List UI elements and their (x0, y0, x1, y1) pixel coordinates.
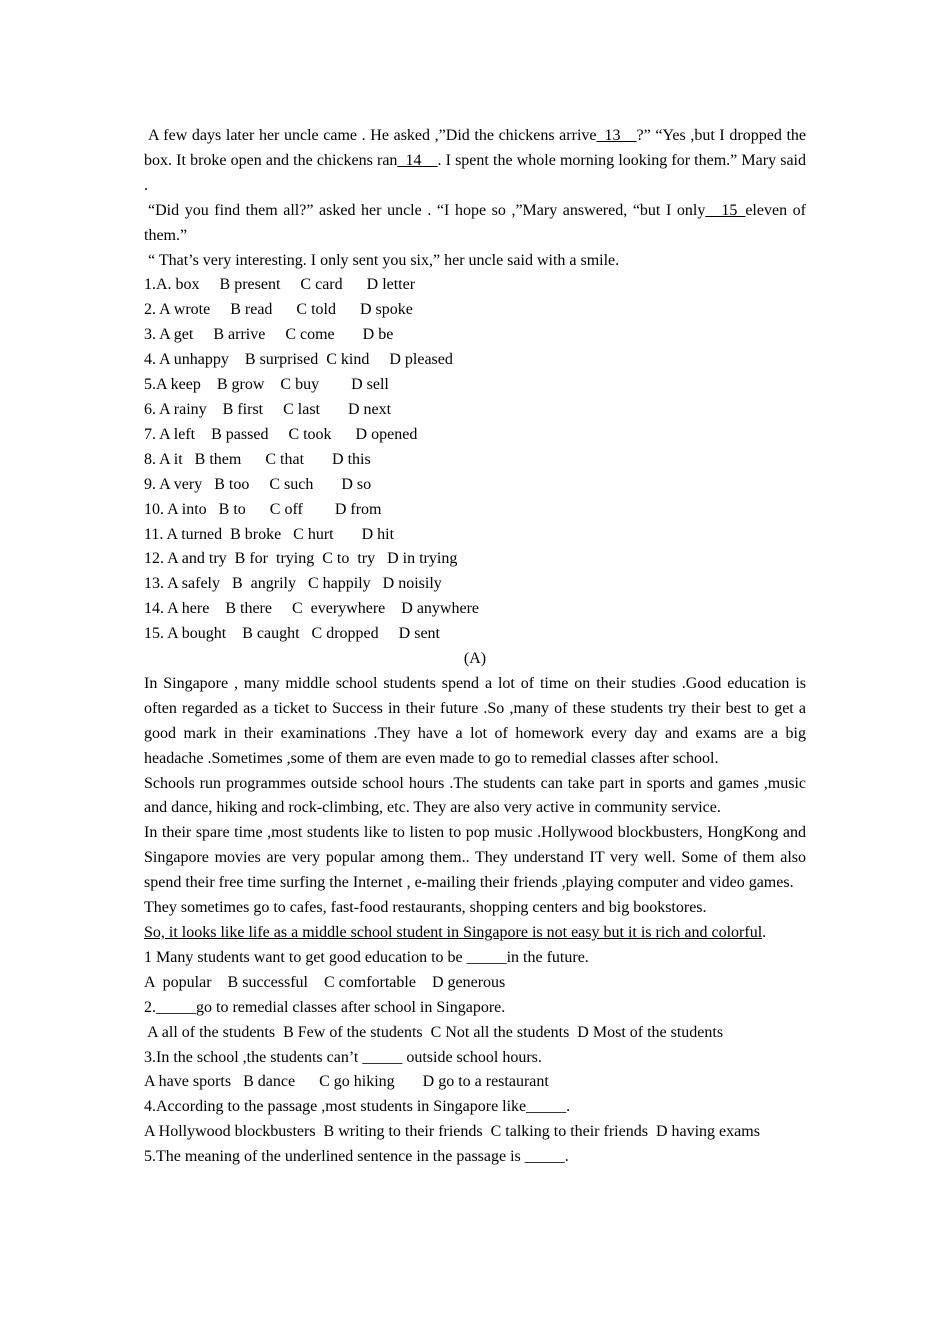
question-line: A all of the students B Few of the students C Not all the students D Most of the students (144, 1023, 724, 1041)
cloze-blank-15: __15_ (705, 201, 746, 219)
passage-paragraph: Schools run programmes outside school hours .The students can take part in sports and games ,music and dance, hiking and rock-climbing, etc. They are also very active in community service. (144, 774, 806, 817)
option-line: 12. A and try B for trying C to try D in trying (144, 550, 458, 568)
story-text: eleven of them.” (144, 201, 806, 244)
question-line: A Hollywood blockbusters B writing to their friends C talking to their friends D having exams (144, 1123, 760, 1141)
option-line: 13. A safely B angrily C happily D noisily (144, 575, 442, 593)
cloze-blank-13: _13__ (596, 127, 637, 144)
option-line: 3. A get B arrive C come D be (144, 326, 394, 344)
passage-paragraph: They sometimes go to cafes, fast-food restaurants, shopping centers and big bookstores. (144, 899, 707, 917)
question-line: 1 Many students want to get good education to be _____in the future. (144, 948, 589, 966)
passage-paragraph: In Singapore , many middle school students spend a lot of time on their studies .Good education is often regarded as a ticket to Success in their future .So ,many of these students try their best to get a good mark in their examinations .They have a lot of homework every day and exams are a big headache .Sometimes ,some of them are even made to go to remedial classes after school. (144, 674, 806, 767)
question-line: A have sports B dance C go hiking D go to a restaurant (144, 1073, 549, 1091)
question-line: 5.The meaning of the underlined sentence in the passage is _____. (144, 1148, 569, 1166)
option-line: 1.A. box B present C card D letter (144, 276, 416, 294)
document-page (144, 124, 806, 1170)
story-text: ?” “Yes ,but I dropped the box. It broke open and the chickens ran (144, 127, 807, 169)
sentence-period: . (762, 924, 767, 941)
option-line: 10. A into B to C off D from (144, 500, 382, 518)
option-line: 11. A turned B broke C hurt D hit (144, 525, 395, 543)
story-text: . I spent the whole morning looking for them.” Mary said . (144, 151, 807, 194)
option-line: 7. A left B passed C took D opened (144, 425, 418, 443)
option-line: 8. A it B them C that D this (144, 450, 371, 468)
question-line: 2._____go to remedial classes after school in Singapore. (144, 998, 506, 1016)
option-line: 4. A unhappy B surprised C kind D pleased (144, 351, 453, 369)
cloze-blank-14: _14__ (397, 151, 438, 169)
story-paragraph-3: “ That’s very interesting. I only sent you six,” her uncle said with a smile. (148, 251, 620, 269)
question-list (144, 946, 806, 1170)
underlined-sentence-line (144, 921, 806, 946)
option-line: 14. A here B there C everywhere D anywhere (144, 600, 479, 618)
story-paragraph-1 (144, 124, 806, 199)
reading-passage (144, 672, 806, 946)
section-heading: (A) (463, 650, 487, 668)
question-line: 3.In the school ,the students can’t _____ outside school hours. (144, 1048, 542, 1066)
cloze-options-list (144, 273, 806, 647)
option-line: 9. A very B too C such D so (144, 475, 372, 493)
option-line: 15. A bought B caught C dropped D sent (144, 625, 440, 643)
passage-paragraph: In their spare time ,most students like to listen to pop music .Hollywood blockbusters, HongKong and Singapore movies are very popular among them.. They understand IT very well. Some of them also spend their free time surfing the Internet , e-mailing their friends ,playing computer and video games. (144, 824, 806, 892)
story-text: A few days later her uncle came . He asked ,”Did the chickens arrive (148, 127, 597, 144)
story-text: “Did you find them all?” asked her uncle . “I hope so ,”Mary answered, “but I only (148, 201, 706, 219)
option-line: 2. A wrote B read C told D spoke (144, 301, 413, 319)
question-line: A popular B successful C comfortable D generous (144, 973, 506, 991)
option-line: 5.A keep B grow C buy D sell (144, 376, 389, 394)
question-line: 4.According to the passage ,most students in Singapore like_____. (144, 1098, 571, 1116)
underlined-sentence: So, it looks like life as a middle school student in Singapore is not easy but it is rich and colorful (144, 924, 763, 941)
option-line: 6. A rainy B first C last D next (144, 400, 392, 418)
story-paragraph-2 (144, 199, 806, 249)
